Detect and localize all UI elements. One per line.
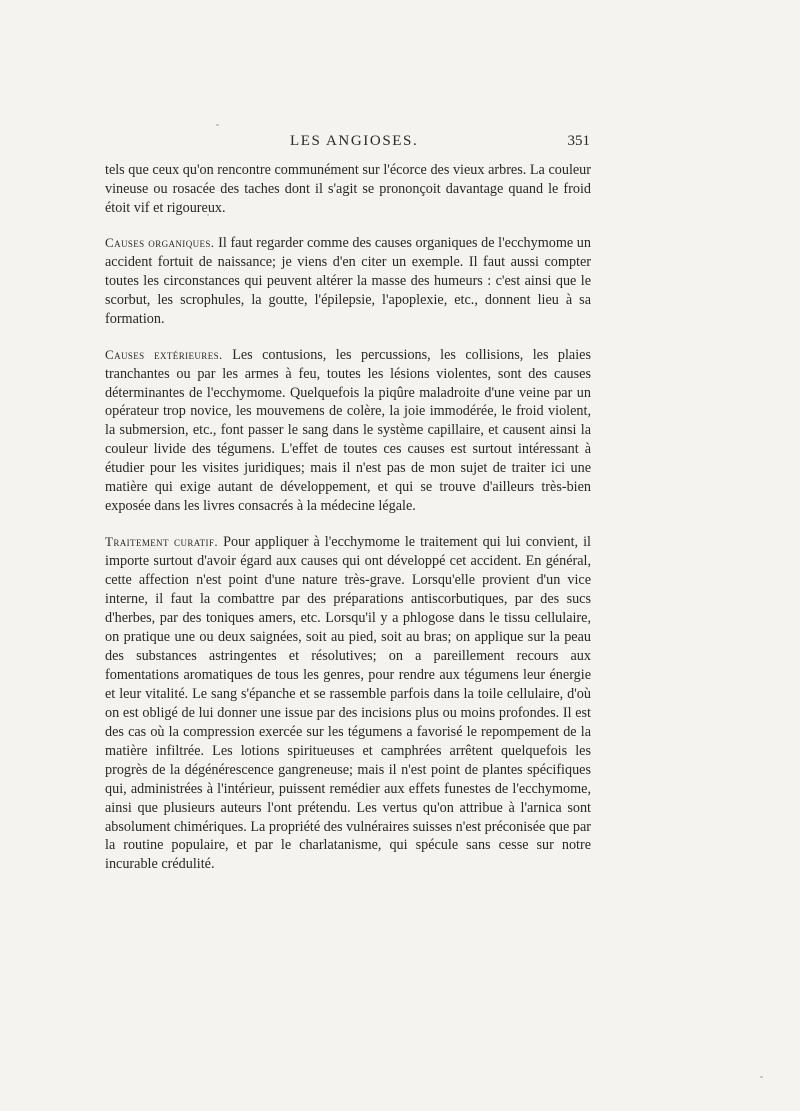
- paragraph-text: Les contusions, les percussions, les collisions, les plaies tranchantes ou par les armes à feu, toutes les lésions violentes, sont des causes déterminantes de l'ecchymome. Quelquefois la piqûre maladroite d'une veine par un opérateur trop novice, les mouvemens de colère, la joie immodérée, le froid violent, la submersion, etc., font passer le sang dans le système capillaire, et causent ainsi la couleur livide des tégumens. L'effet de toutes ces causes est surtout intéressant à étudier pour les visites juridiques; mais il n'est pas de mon sujet de traiter ici une matière qui exige autant de développement, et qui se trouve d'ailleurs très-bien exposée dans les livres consacrés à la médecine légale.: [105, 346, 591, 515]
- running-header: [105, 133, 590, 155]
- paragraph-continuation: [105, 161, 591, 218]
- paragraph-causes-exterieures: [105, 346, 591, 517]
- paragraph-text: tels que ceux qu'on rencontre communément sur l'écorce des vieux arbres. La couleur vineuse ou rosacée des taches dont il s'agit se prononçoit davantage quand le froid étoit vif et rigoureux.: [105, 162, 591, 216]
- section-heading: Causes organiques.: [105, 234, 219, 250]
- paragraph-text: Il faut regarder comme des causes organiques de l'ecchymome un accident fortuit de naissance; je viens d'en citer un exemple. Il faut aussi compter toutes les circonstances qui peuvent altérer la masse des humeurs : c'est ainsi que le scorbut, les scrophules, la goutte, l'épilepsie, l'apoplexie, etc., donnent lieu à sa formation.: [105, 234, 591, 327]
- paper-speck: [760, 1076, 763, 1078]
- section-heading: Causes extérieures.: [105, 346, 233, 362]
- body-text: [105, 161, 591, 891]
- paper-speck: [216, 124, 219, 126]
- chapter-title: LES ANGIOSES.: [290, 133, 419, 149]
- paragraph-traitement-curatif: [105, 533, 591, 874]
- paragraph-text: Pour appliquer à l'ecchymome le traitement qui lui convient, il importe surtout d'avoir égard aux causes qui ont développé cet accident. En général, cette affection n'est point d'une nature très-grave. Lorsqu'elle provient d'un vice interne, il faut la combattre par des préparations antiscorbutiques, par des sucs d'herbes, par des toniques amers, etc. Lorsqu'il y a phlogose dans le tissu cellulaire, on pratique une ou deux saignées, soit au pied, soit au bras; on applique sur la peau des substances astringentes et résolutives; on a pareillement recours aux fomentations aromatiques de tous les genres, pour rendre aux tégumens leur énergie et leur vitalité. Le sang s'épanche et se rassemble parfois dans la toile cellulaire, d'où on est obligé de lui donner une issue par des incisions plus ou moins profondes. Il est des cas où la compression exercée sur les tégumens a favorisé le repompement de la matière infiltrée. Les lotions spiritueuses et camphrées arrêtent quelquefois les progrès de la dégénérescence gangreneuse; mais il n'est point de plantes spécifiques qui, administrées à l'intérieur, puissent remédier aux effets funestes de l'ecchymome, ainsi que plusieurs auteurs l'ont prétendu. Les vertus qu'on attribue à l'arnica sont absolument chimériques. La propriété des vulnéraires suisses n'est préconisée que par la routine populaire, et par le charlatanisme, qui spécule sans cesse sur notre incurable crédulité.: [105, 534, 591, 873]
- paragraph-causes-organiques: [105, 234, 591, 329]
- section-heading: Traitement curatif.: [105, 534, 224, 550]
- page-number: 351: [567, 133, 590, 149]
